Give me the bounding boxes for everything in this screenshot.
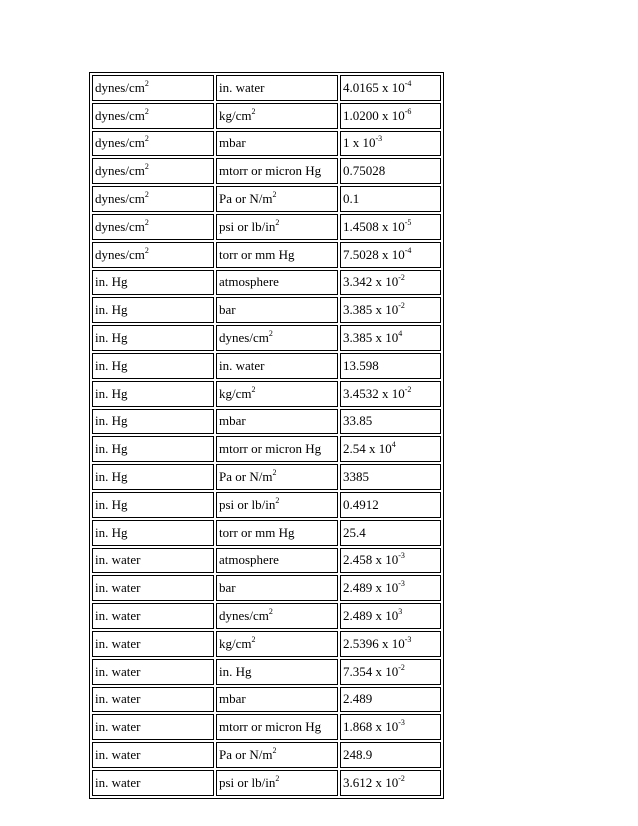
exponent: -2 — [398, 662, 405, 672]
to-unit-cell: bar — [216, 297, 338, 323]
from-unit-cell: dynes/$cm^2$ — [92, 103, 214, 129]
exponent: 2 — [272, 190, 277, 200]
from-unit-cell: in. Hg — [92, 492, 214, 518]
factor-cell: 3.385 x $10^{-2}$ — [340, 297, 441, 323]
table-row — [92, 492, 441, 518]
exponent: -4 — [404, 78, 412, 88]
from-unit-cell: in. water — [92, 631, 214, 657]
exponent: 2 — [144, 106, 149, 116]
factor-cell: 1 x $10^{-3}$ — [340, 131, 441, 157]
table-row — [92, 603, 441, 629]
exponent: 2 — [144, 162, 149, 172]
factor-cell: 1.868 x $10^{-3}$ — [340, 714, 441, 740]
to-unit-cell: mbar — [216, 687, 338, 713]
factor-cell: 3.342 x $10^{-2}$ — [340, 270, 441, 296]
from-unit-cell: in. Hg — [92, 436, 214, 462]
factor-cell: 2.489 — [340, 687, 441, 713]
exponent: -2 — [398, 773, 405, 783]
exponent: 2 — [144, 217, 149, 227]
exponent: -2 — [398, 273, 405, 283]
to-unit-cell: $kg/cm^2$ — [216, 381, 338, 407]
from-unit-cell: in. Hg — [92, 353, 214, 379]
table-row — [92, 381, 441, 407]
from-unit-cell: in. Hg — [92, 520, 214, 546]
to-unit-cell: in. Hg — [216, 659, 338, 685]
factor-cell: 248.9 — [340, 742, 441, 768]
table-row — [92, 297, 441, 323]
from-unit-cell: in. Hg — [92, 297, 214, 323]
exponent: 2 — [144, 78, 149, 88]
factor-cell: 3.4532 x $10^{-2}$ — [340, 381, 441, 407]
factor-cell: 13.598 — [340, 353, 441, 379]
from-unit-cell: in. water — [92, 770, 214, 796]
to-unit-cell: $kg/cm^2$ — [216, 631, 338, 657]
from-unit-cell: in. Hg — [92, 409, 214, 435]
from-unit-cell: in. water — [92, 548, 214, 574]
exponent: 2 — [272, 468, 277, 478]
table-row — [92, 214, 441, 240]
to-unit-cell: mtorr or micron Hg — [216, 158, 338, 184]
from-unit-cell: in. Hg — [92, 464, 214, 490]
exponent: 2 — [268, 329, 273, 339]
to-unit-cell: in. water — [216, 353, 338, 379]
from-unit-cell: dynes/$cm^2$ — [92, 158, 214, 184]
table-row — [92, 659, 441, 685]
to-unit-cell: atmosphere — [216, 270, 338, 296]
conversion-table — [89, 72, 444, 799]
from-unit-cell: in. water — [92, 575, 214, 601]
factor-cell: 3.385 x $10^4$ — [340, 325, 441, 351]
factor-cell: 2.489 x $10^{-3}$ — [340, 575, 441, 601]
table-row — [92, 353, 441, 379]
from-unit-cell: dynes/$cm^2$ — [92, 242, 214, 268]
exponent: 4 — [398, 329, 403, 339]
exponent: 4 — [391, 440, 396, 450]
exponent: -3 — [398, 551, 405, 561]
exponent: 2 — [268, 607, 273, 617]
from-unit-cell: in. Hg — [92, 381, 214, 407]
from-unit-cell: in. water — [92, 603, 214, 629]
exponent: 2 — [251, 384, 256, 394]
exponent: -3 — [398, 718, 405, 728]
factor-cell: 0.4912 — [340, 492, 441, 518]
table-row — [92, 631, 441, 657]
table-row — [92, 742, 441, 768]
table-row — [92, 464, 441, 490]
from-unit-cell: in. water — [92, 659, 214, 685]
exponent: -3 — [404, 634, 412, 644]
factor-cell: 7.354 x $10^{-2}$ — [340, 659, 441, 685]
to-unit-cell: in. water — [216, 75, 338, 101]
exponent: 2 — [251, 634, 256, 644]
exponent: -2 — [398, 301, 405, 311]
factor-cell: 2.458 x $10^{-3}$ — [340, 548, 441, 574]
factor-cell: 7.5028 x $10^{-4}$ — [340, 242, 441, 268]
exponent: 2 — [144, 190, 149, 200]
to-unit-cell: mbar — [216, 409, 338, 435]
to-unit-cell: Pa or $N/m^2$ — [216, 742, 338, 768]
exponent: -2 — [404, 384, 412, 394]
exponent: 2 — [275, 495, 280, 505]
from-unit-cell: dynes/$cm^2$ — [92, 214, 214, 240]
factor-cell: 2.5396 x $10^{-3}$ — [340, 631, 441, 657]
to-unit-cell: Pa or $N/m^2$ — [216, 464, 338, 490]
from-unit-cell: in. Hg — [92, 325, 214, 351]
to-unit-cell: mtorr or micron Hg — [216, 714, 338, 740]
table-row — [92, 242, 441, 268]
to-unit-cell: mbar — [216, 131, 338, 157]
factor-cell: 4.0165 x $10^{-4}$ — [340, 75, 441, 101]
to-unit-cell: $kg/cm^2$ — [216, 103, 338, 129]
factor-cell: 2.54 x $10^4$ — [340, 436, 441, 462]
exponent: 2 — [144, 245, 149, 255]
conversion-table-body — [92, 75, 441, 796]
factor-cell: 1.0200 x $10^{-6}$ — [340, 103, 441, 129]
table-row — [92, 409, 441, 435]
to-unit-cell: torr or mm Hg — [216, 242, 338, 268]
factor-cell: 3385 — [340, 464, 441, 490]
table-row — [92, 770, 441, 796]
factor-cell: 0.1 — [340, 186, 441, 212]
table-row — [92, 325, 441, 351]
to-unit-cell: dynes/$cm^2$ — [216, 603, 338, 629]
exponent: -6 — [404, 106, 412, 116]
from-unit-cell: dynes/$cm^2$ — [92, 186, 214, 212]
table-row — [92, 270, 441, 296]
exponent: -3 — [398, 579, 405, 589]
to-unit-cell: psi or $lb/in^2$ — [216, 492, 338, 518]
exponent: 2 — [275, 217, 280, 227]
from-unit-cell: in. water — [92, 714, 214, 740]
from-unit-cell: in. water — [92, 742, 214, 768]
table-row — [92, 714, 441, 740]
table-row — [92, 687, 441, 713]
exponent: 2 — [251, 106, 256, 116]
exponent: -3 — [375, 134, 383, 144]
to-unit-cell: dynes/$cm^2$ — [216, 325, 338, 351]
exponent: 2 — [275, 773, 280, 783]
table-row — [92, 436, 441, 462]
exponent: 2 — [144, 134, 149, 144]
from-unit-cell: dynes/$cm^2$ — [92, 75, 214, 101]
to-unit-cell: mtorr or micron Hg — [216, 436, 338, 462]
exponent: -4 — [404, 245, 412, 255]
factor-cell: 25.4 — [340, 520, 441, 546]
to-unit-cell: torr or mm Hg — [216, 520, 338, 546]
table-row — [92, 186, 441, 212]
factor-cell: 33.85 — [340, 409, 441, 435]
factor-cell: 2.489 x $10^3$ — [340, 603, 441, 629]
from-unit-cell: in. Hg — [92, 270, 214, 296]
to-unit-cell: Pa or $N/m^2$ — [216, 186, 338, 212]
from-unit-cell: dynes/$cm^2$ — [92, 131, 214, 157]
factor-cell: 3.612 x $10^{-2}$ — [340, 770, 441, 796]
to-unit-cell: bar — [216, 575, 338, 601]
table-row — [92, 131, 441, 157]
table-row — [92, 158, 441, 184]
factor-cell: 0.75028 — [340, 158, 441, 184]
to-unit-cell: psi or $lb/in^2$ — [216, 770, 338, 796]
factor-cell: 1.4508 x $10^{-5}$ — [340, 214, 441, 240]
table-row — [92, 75, 441, 101]
exponent: -5 — [404, 217, 412, 227]
table-row — [92, 575, 441, 601]
exponent: 3 — [398, 607, 403, 617]
to-unit-cell: atmosphere — [216, 548, 338, 574]
from-unit-cell: in. water — [92, 687, 214, 713]
table-row — [92, 548, 441, 574]
table-row — [92, 103, 441, 129]
table-row — [92, 520, 441, 546]
exponent: 2 — [272, 746, 277, 756]
to-unit-cell: psi or $lb/in^2$ — [216, 214, 338, 240]
